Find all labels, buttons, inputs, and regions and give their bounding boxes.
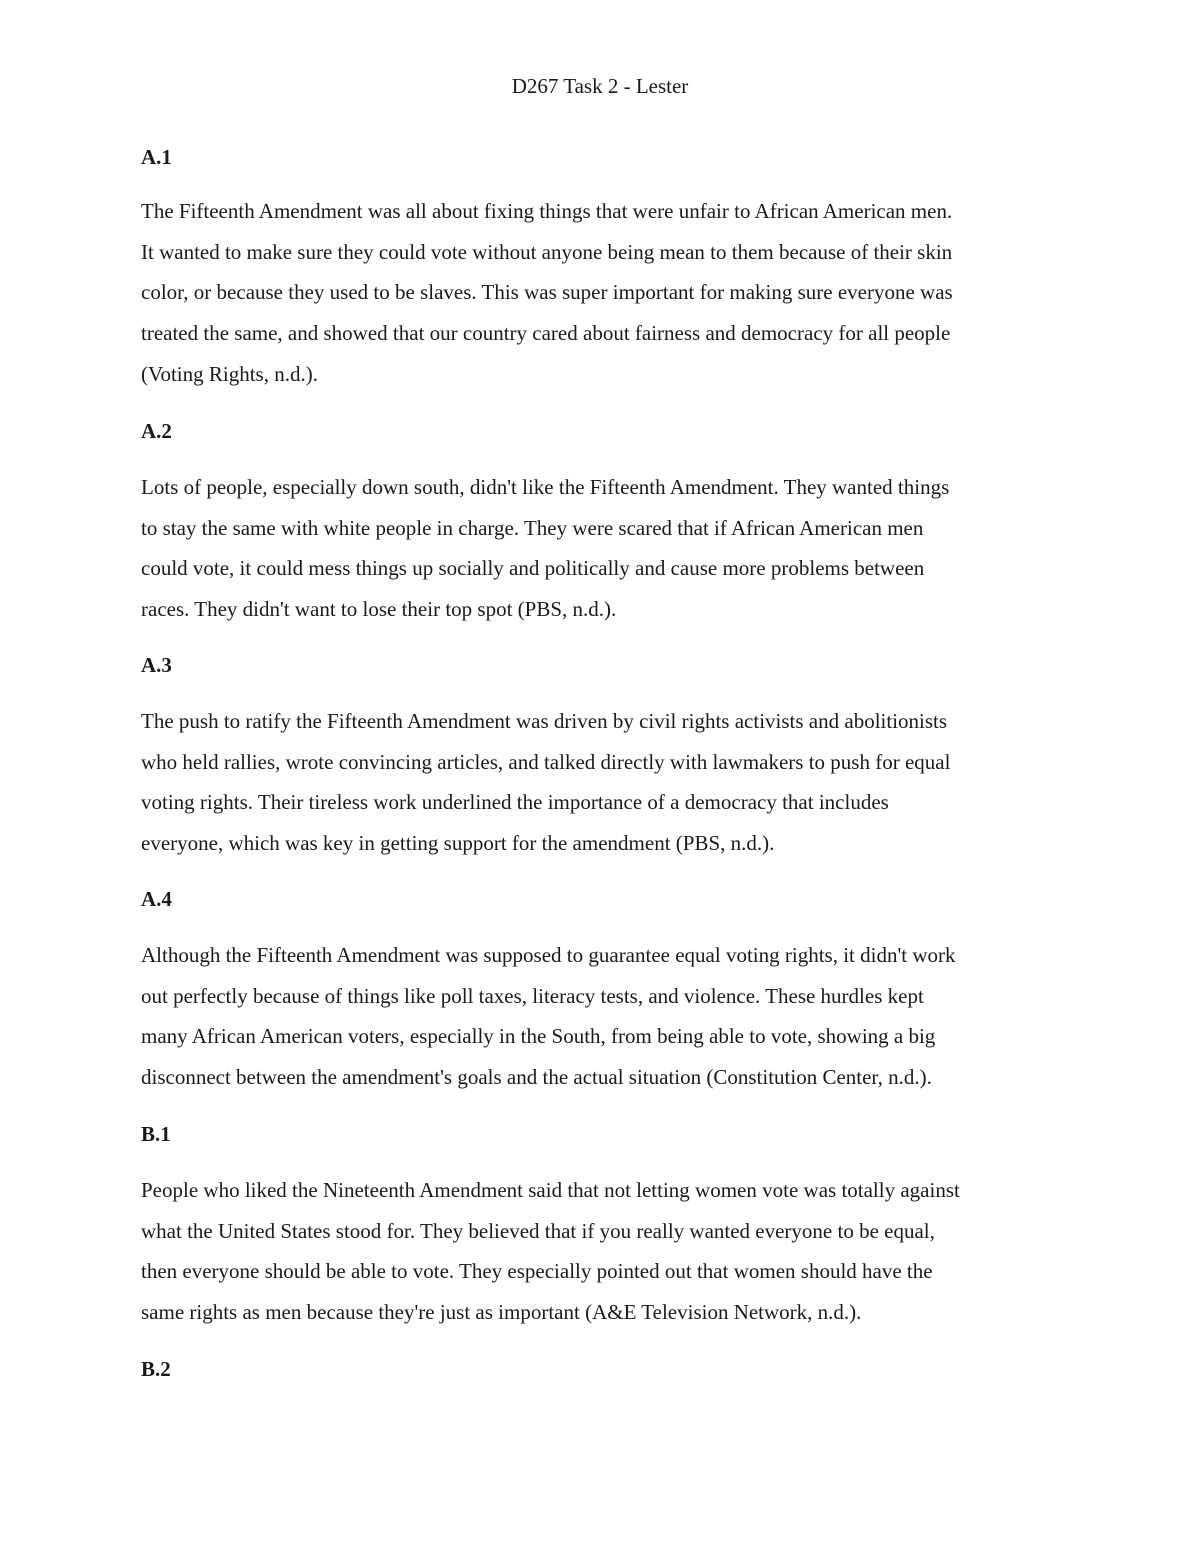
section-body-a1 xyxy=(141,191,1071,395)
section-body-a4 xyxy=(141,935,1071,1098)
section-heading-a3: A.3 xyxy=(141,653,172,677)
body-line: Lots of people, especially down south, didn't like the Fifteenth Amendment. They wanted things xyxy=(141,475,950,499)
body-line: The Fifteenth Amendment was all about fixing things that were unfair to African American men. xyxy=(141,199,953,223)
document-title: D267 Task 2 - Lester xyxy=(511,74,689,98)
body-line: The push to ratify the Fifteenth Amendment was driven by civil rights activists and abolitionists xyxy=(141,709,948,733)
body-line: disconnect between the amendment's goals and the actual situation (Constitution Center, n.d.). xyxy=(141,1065,932,1090)
body-line: voting rights. Their tireless work underlined the importance of a democracy that includes xyxy=(141,790,889,815)
body-line: what the United States stood for. They believed that if you really wanted everyone to be equal, xyxy=(141,1218,935,1243)
body-line: could vote, it could mess things up socially and politically and cause more problems between xyxy=(141,556,925,581)
body-line: (Voting Rights, n.d.). xyxy=(141,361,318,386)
section-body-a2 xyxy=(141,467,1071,630)
body-line: to stay the same with white people in charge. They were scared that if African American men xyxy=(141,515,924,540)
body-line: People who liked the Nineteenth Amendment said that not letting women vote was totally against xyxy=(141,1178,960,1202)
body-line: then everyone should be able to vote. They especially pointed out that women should have the xyxy=(141,1259,933,1284)
body-line: everyone, which was key in getting support for the amendment (PBS, n.d.). xyxy=(141,831,775,856)
body-line: many African American voters, especially in the South, from being able to vote, showing a big xyxy=(141,1024,936,1049)
section-body-a3 xyxy=(141,701,1071,864)
section-heading-b1: B.1 xyxy=(141,1122,171,1146)
section-heading-b2: B.2 xyxy=(141,1357,171,1381)
body-line: Although the Fifteenth Amendment was supposed to guarantee equal voting rights, it didn't work xyxy=(141,943,956,967)
body-line: treated the same, and showed that our country cared about fairness and democracy for all people xyxy=(141,321,951,346)
body-line: It wanted to make sure they could vote without anyone being mean to them because of their skin xyxy=(141,239,953,264)
body-line: out perfectly because of things like poll taxes, literacy tests, and violence. These hurdles kept xyxy=(141,983,924,1008)
section-heading-a2: A.2 xyxy=(141,419,172,443)
section-heading-a4: A.4 xyxy=(141,887,172,911)
body-line: color, or because they used to be slaves. This was super important for making sure everyone was xyxy=(141,280,953,305)
section-body-b1 xyxy=(141,1170,1071,1333)
section-heading-a1: A.1 xyxy=(141,145,172,169)
body-line: who held rallies, wrote convincing articles, and talked directly with lawmakers to push for equal xyxy=(141,749,951,774)
body-line: same rights as men because they're just as important (A&E Television Network, n.d.). xyxy=(141,1300,862,1325)
body-line: races. They didn't want to lose their top spot (PBS, n.d.). xyxy=(141,597,617,622)
